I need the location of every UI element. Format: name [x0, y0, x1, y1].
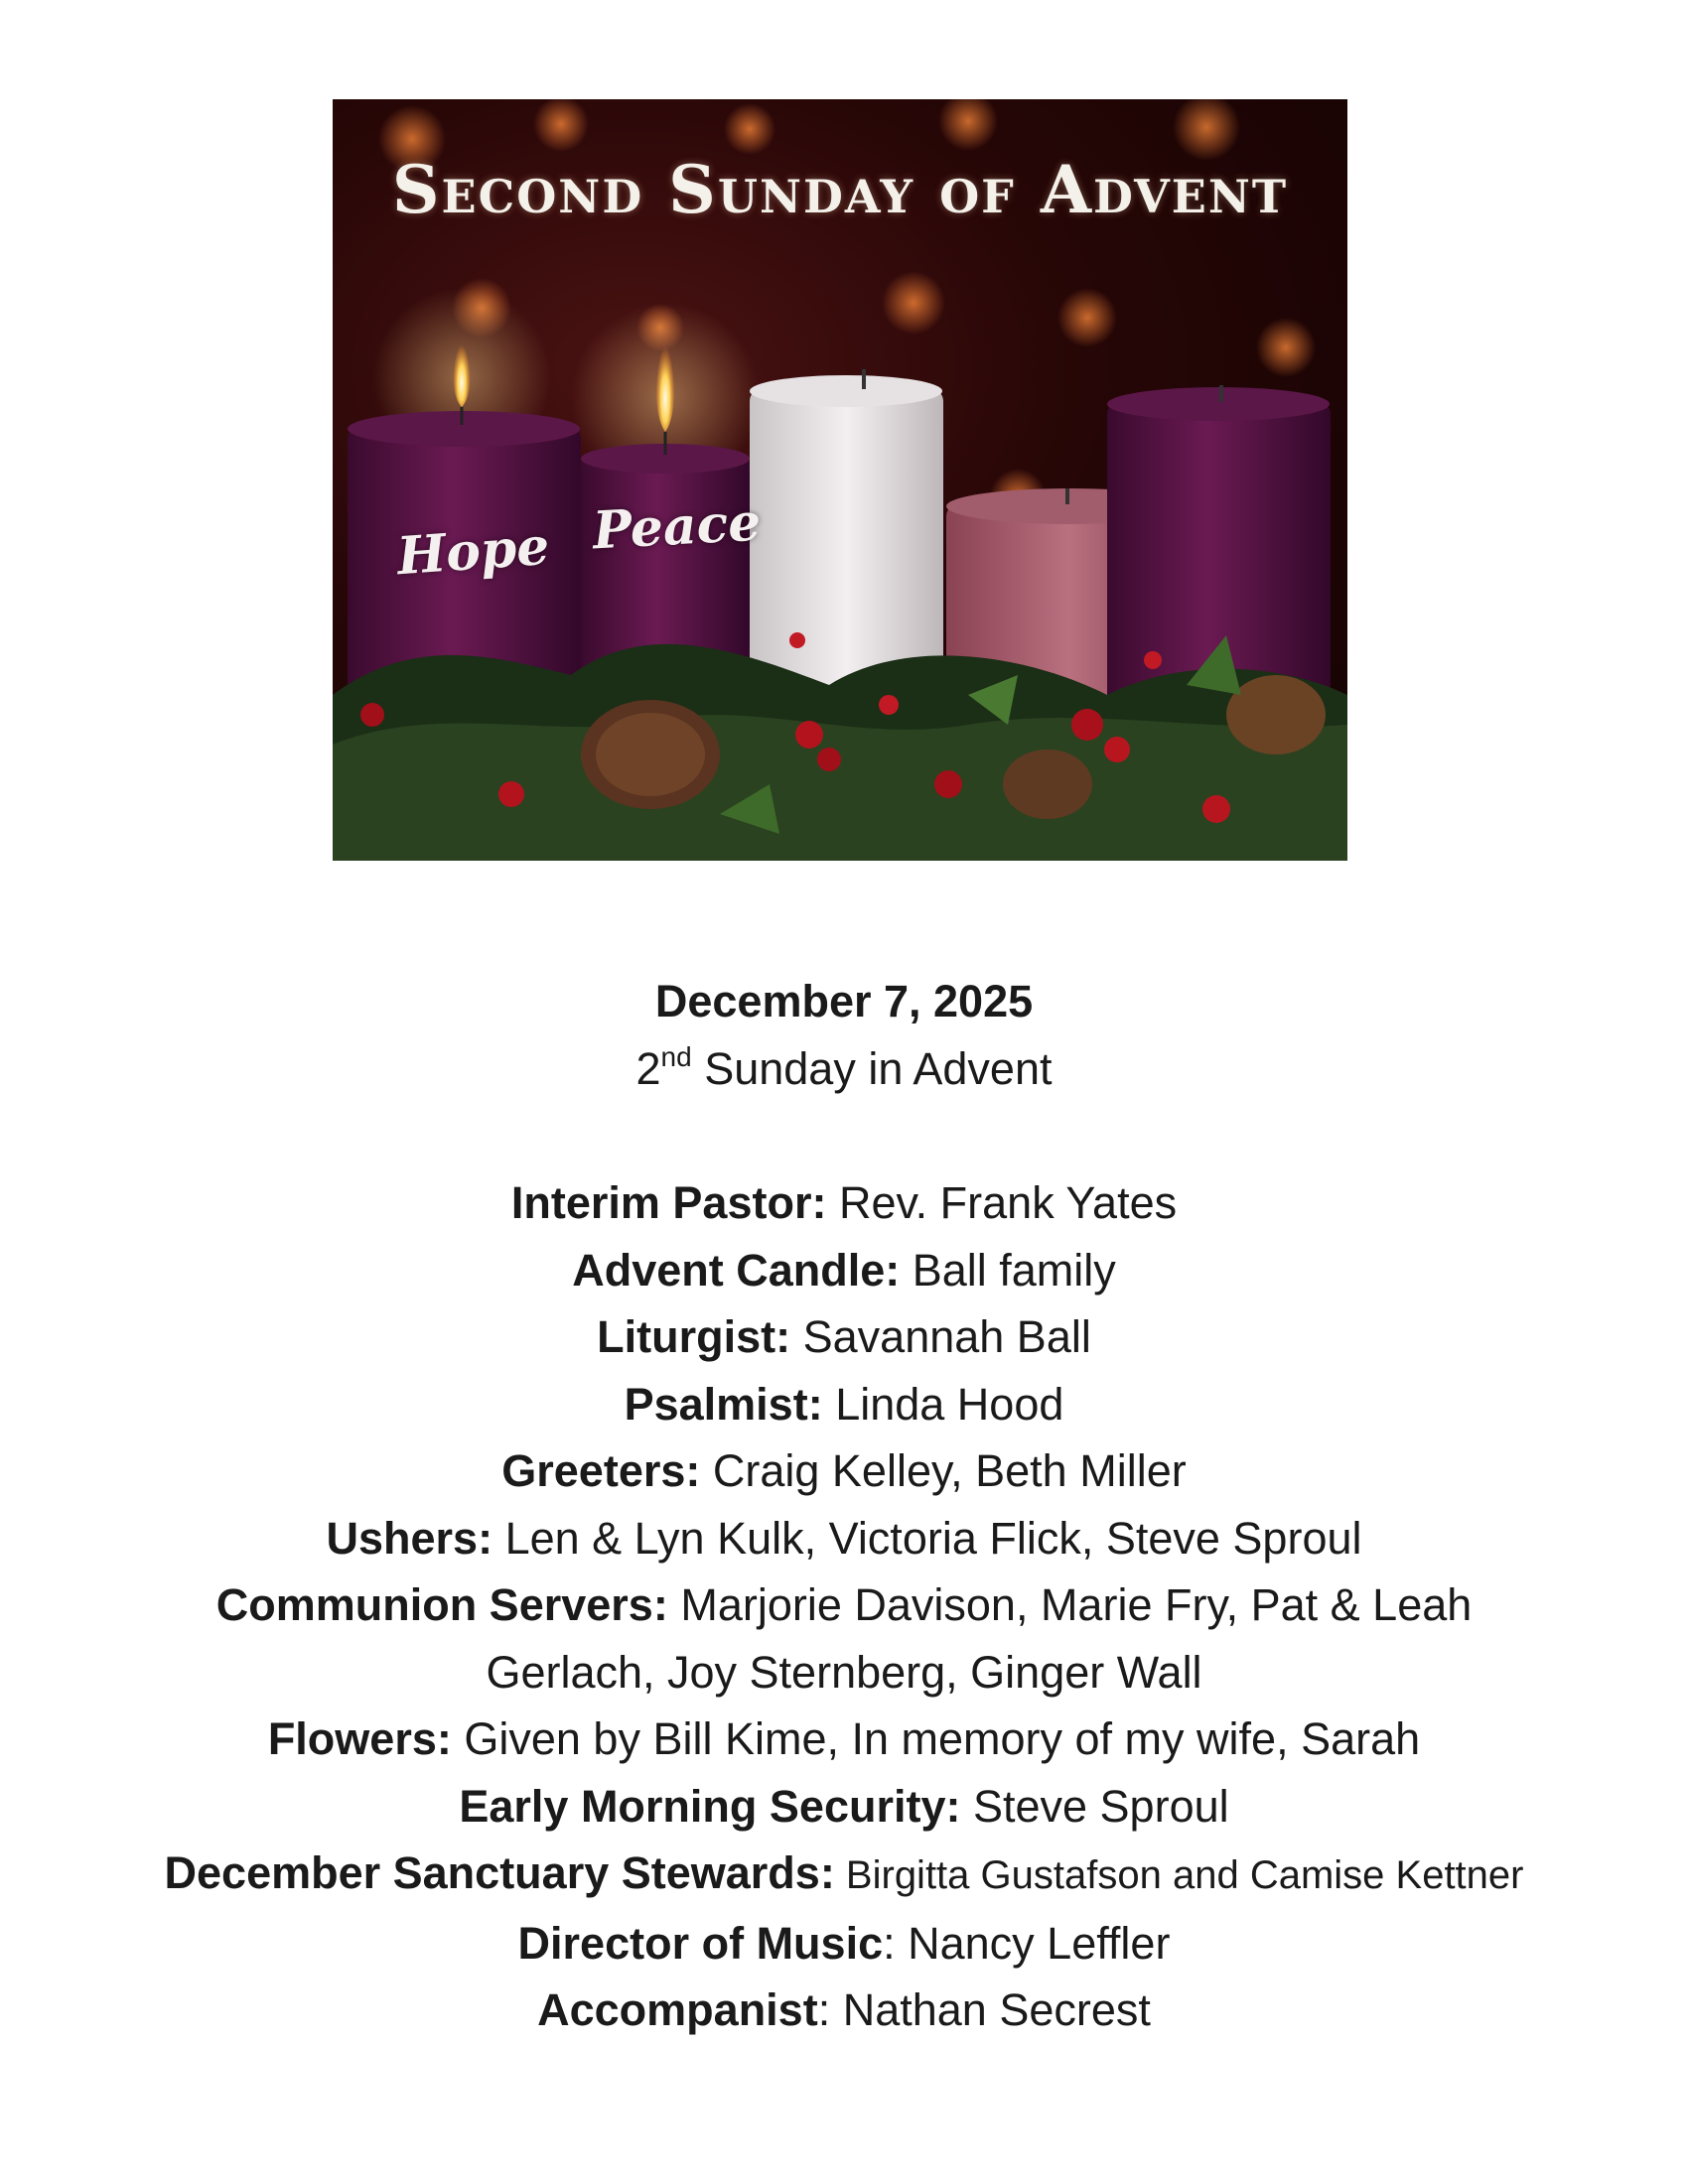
role-value: Birgitta Gustafson and Camise Kettner: [834, 1853, 1524, 1897]
role-communion-servers: [60, 1571, 1628, 1706]
role-label: Liturgist:: [597, 1311, 791, 1362]
role-value: Len & Lyn Kulk, Victoria Flick, Steve Sproul: [492, 1512, 1362, 1564]
banner-title: Second Sunday of Advent: [391, 151, 1289, 228]
role-value: Ball family: [900, 1244, 1116, 1296]
role-value: Craig Kelley, Beth Miller: [700, 1445, 1187, 1496]
role-flowers: [60, 1706, 1628, 1773]
role-label: Greeters:: [501, 1445, 701, 1496]
role-label: December Sanctuary Stewards:: [164, 1847, 835, 1898]
bulletin-content: [60, 968, 1628, 2044]
role-greeters: [60, 1437, 1628, 1505]
role-interim-pastor: [60, 1169, 1628, 1237]
candle-label-hope: Hope: [395, 515, 552, 588]
role-value: Steve Sproul: [960, 1780, 1229, 1832]
role-psalmist: [60, 1371, 1628, 1438]
role-value: : Nancy Leffler: [883, 1917, 1171, 1969]
role-value: : Nathan Secrest: [817, 1984, 1151, 2035]
role-label: Early Morning Security:: [459, 1780, 961, 1832]
role-value: Given by Bill Kime, In memory of my wife, Sarah: [451, 1713, 1421, 1764]
role-value: Marjorie Davison, Marie Fry, Pat & Leah Gerlach, Joy Sternberg, Ginger Wall: [486, 1579, 1473, 1698]
role-early-morning-security: [60, 1773, 1628, 1841]
role-value: Linda Hood: [822, 1378, 1064, 1430]
role-liturgist: [60, 1303, 1628, 1371]
role-value: Rev. Frank Yates: [826, 1177, 1178, 1228]
role-label: Communion Servers:: [215, 1579, 668, 1630]
ordinal-suffix: nd: [660, 1041, 692, 1072]
liturgical-day-text: Sunday in Advent: [691, 1043, 1053, 1094]
role-label: Interim Pastor:: [510, 1177, 827, 1228]
role-label: Ushers:: [326, 1512, 493, 1564]
role-director-of-music: [60, 1910, 1628, 1978]
role-label: Advent Candle:: [572, 1244, 901, 1296]
candle-label-peace: Peace: [591, 491, 763, 562]
role-label: Accompanist: [537, 1984, 818, 2035]
role-label: Psalmist:: [624, 1378, 823, 1430]
role-value: Savannah Ball: [790, 1311, 1091, 1362]
role-advent-candle: [60, 1237, 1628, 1304]
advent-banner-image: [333, 99, 1347, 861]
ordinal-number: 2: [635, 1043, 661, 1094]
role-accompanist: [60, 1977, 1628, 2044]
role-sanctuary-stewards: [60, 1840, 1628, 1910]
role-label: Flowers:: [267, 1713, 452, 1764]
section-spacer: [60, 1103, 1628, 1169]
service-date: December 7, 2025: [654, 976, 1034, 1026]
liturgical-day: [60, 1035, 1628, 1103]
role-label: Director of Music: [517, 1917, 884, 1969]
role-ushers: [60, 1505, 1628, 1572]
